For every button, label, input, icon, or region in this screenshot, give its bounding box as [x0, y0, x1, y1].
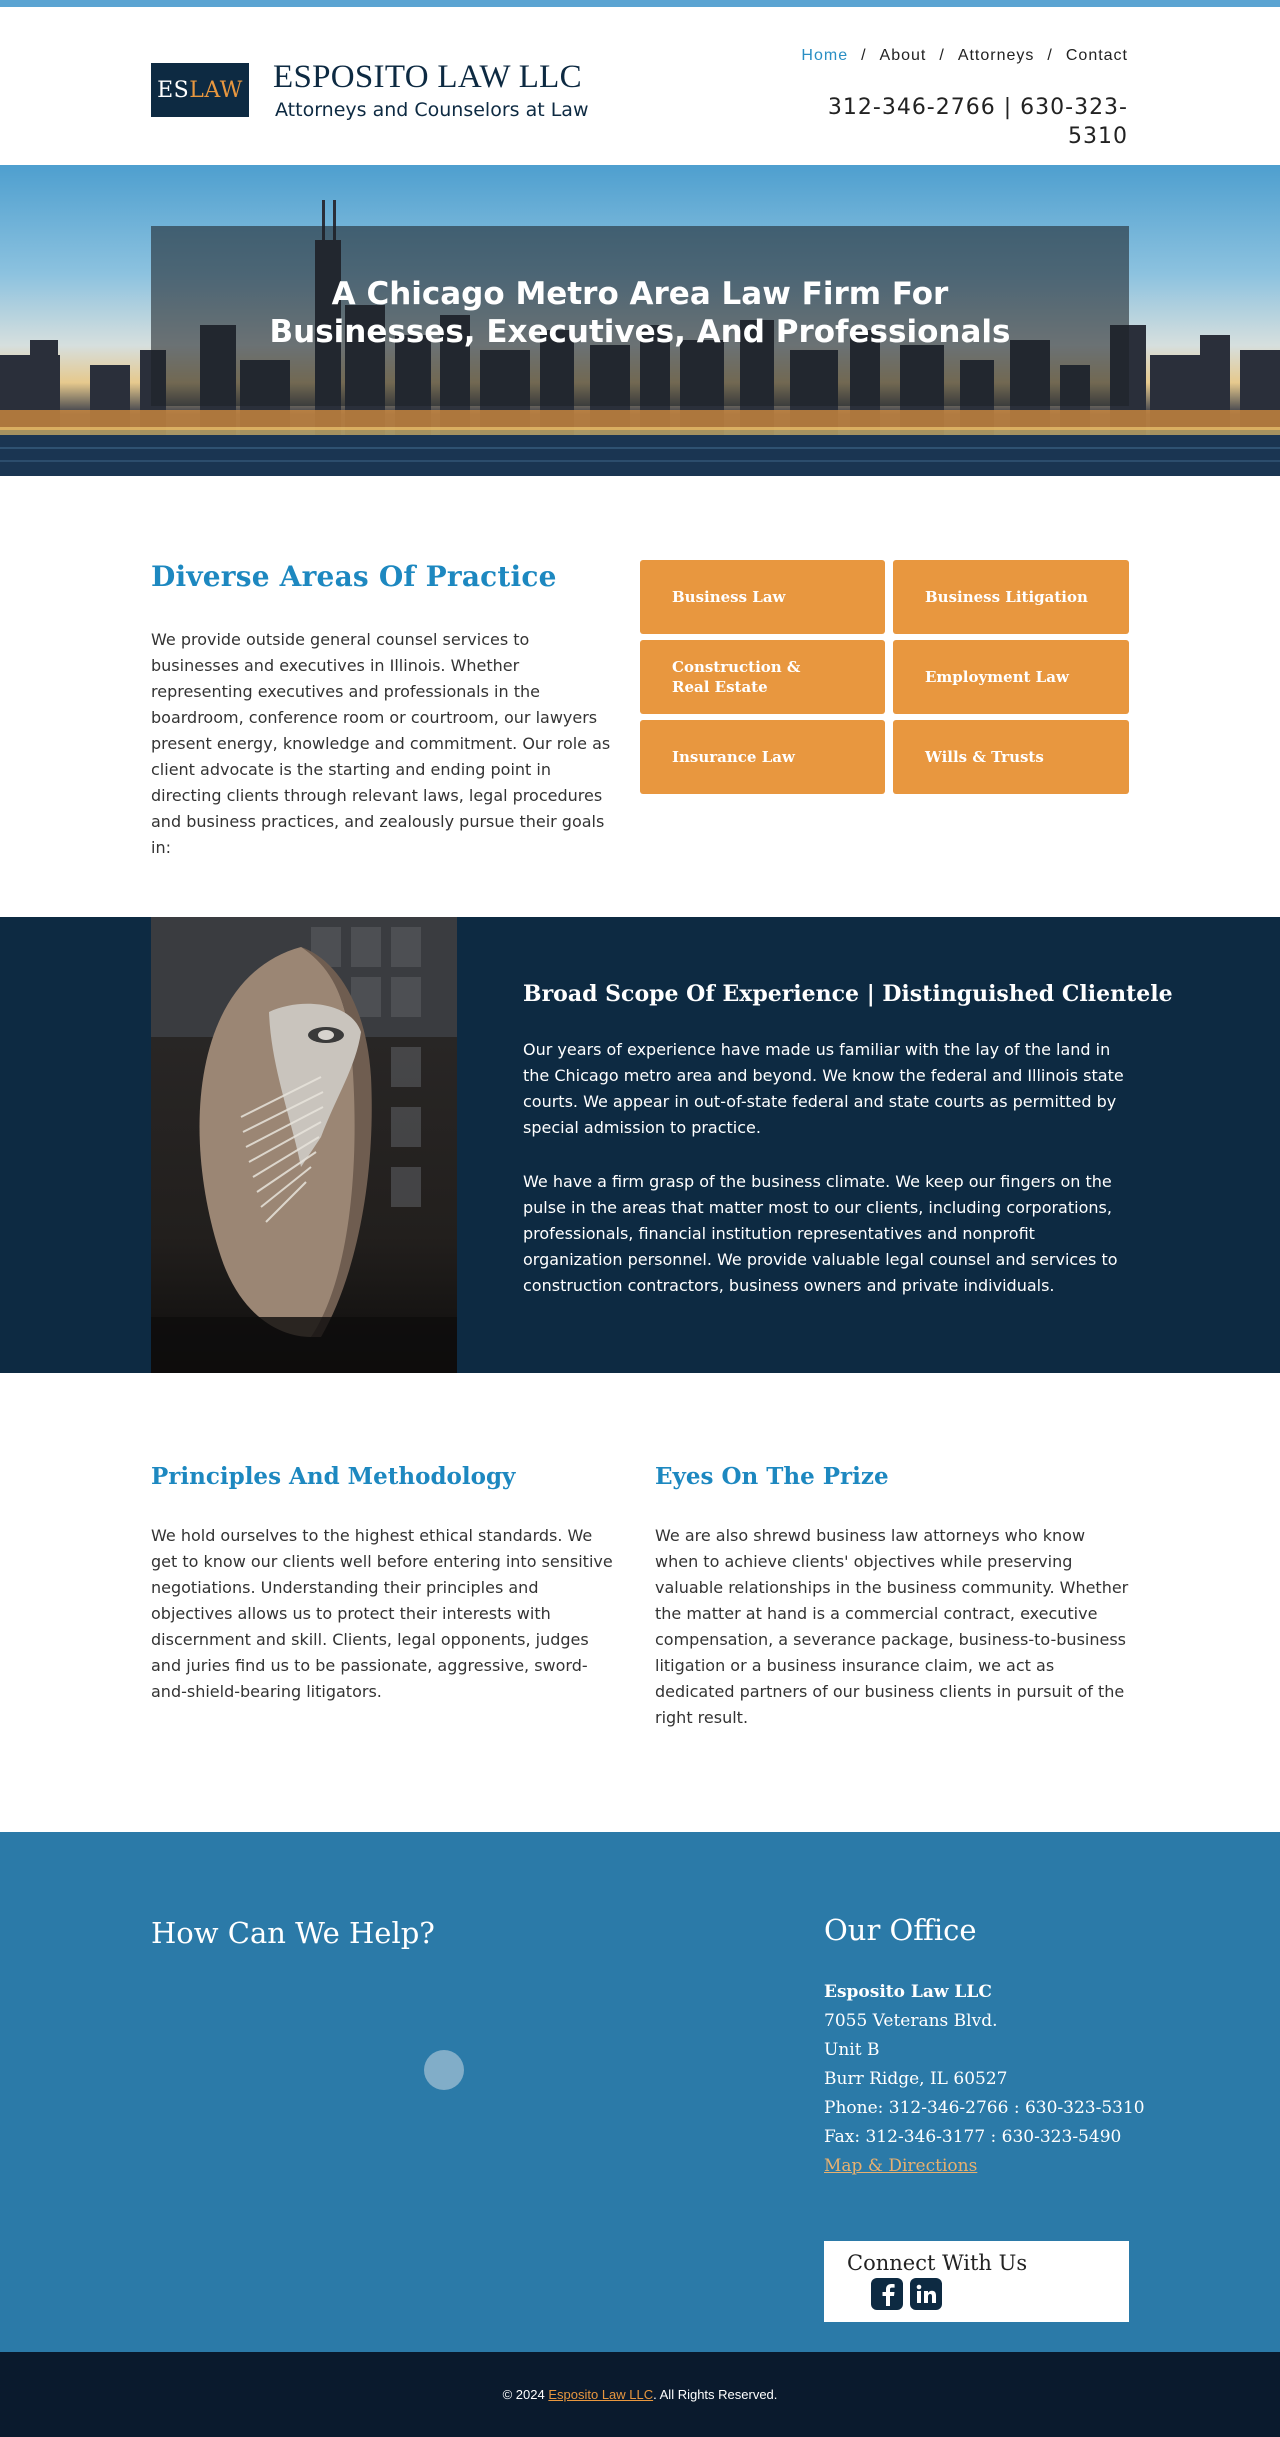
footer-copyright-prefix: © 2024 — [502, 2387, 545, 2402]
experience-section — [0, 917, 1280, 1373]
experience-para-1: Our years of experience have made us familiar with the lay of the land in the Chicago metro area and beyond. We know the federal and Illinois state courts. We appear in out-of-state federal and state courts as permitted by special admission to practice. — [523, 1040, 1124, 1137]
facebook-icon[interactable] — [871, 2278, 903, 2310]
form-loading-spinner — [424, 2050, 464, 2090]
linkedin-icon[interactable] — [910, 2278, 942, 2310]
nav-home[interactable]: Home — [801, 47, 849, 64]
map-directions-link[interactable]: Map & Directions — [824, 2156, 978, 2176]
office-name: Esposito Law LLC — [824, 1982, 992, 2002]
prize-body: We are also shrewd business law attorneys who know when to achieve clients' objectives while preserving valuable relationships in the business community. Whether the matter at hand is a commercial contract, executive compensation, a severance package, business-to-business litigation or a business insurance claim, we act as dedicated partners of our business clients in pursuit of the right result. — [655, 1526, 1129, 1727]
principles-section — [0, 1373, 1280, 1832]
office-city: Burr Ridge, IL 60527 — [824, 2069, 1008, 2089]
practice-tile-label: Construction & Real Estate — [672, 658, 801, 696]
hero-headline-line1: A Chicago Metro Area Law Firm For — [331, 276, 949, 312]
top-accent-bar — [0, 0, 1280, 7]
main-nav — [801, 47, 1128, 65]
nav-contact[interactable]: Contact — [1065, 47, 1128, 64]
site-logo[interactable] — [151, 63, 249, 117]
practice-tile-business-law[interactable] — [640, 560, 885, 634]
hero-headline — [151, 275, 1129, 351]
office-heading: Our Office — [824, 1913, 977, 1947]
practice-tile-employment-law[interactable] — [893, 640, 1129, 714]
practice-areas-section — [0, 476, 1280, 917]
practice-tile-label: Business Litigation — [925, 588, 1088, 606]
office-fax: Fax: 312-346-3177 : 630-323-5490 — [824, 2127, 1122, 2147]
experience-para-2: We have a firm grasp of the business climate. We keep our fingers on the pulse in the areas that matter most to our clients, including corporations, professionals, financial institution representatives and nonprofit organization personnel. We provide valuable legal counsel and services to construction contractors, business owners and private individuals. — [523, 1172, 1118, 1295]
hero-banner — [0, 165, 1280, 476]
practice-tile-label: Insurance Law — [672, 748, 795, 766]
practice-tile-insurance-law[interactable] — [640, 720, 885, 794]
header-phone[interactable]: 312-346-2766 | 630-323-5310 — [827, 95, 1128, 149]
practice-intro: We provide outside general counsel services to businesses and executives in Illinois. Whether representing executives and professionals in the boardroom, conference room or courtroom, our lawyers present energy, knowledge and commitment. Our role as client advocate is the starting and ending point in directing clients through relevant laws, legal procedures and business practices, and zealously pursue their goals in: — [151, 630, 611, 857]
prize-heading: Eyes On The Prize — [655, 1463, 889, 1490]
principles-heading: Principles And Methodology — [151, 1463, 516, 1490]
office-street: 7055 Veterans Blvd. — [824, 2011, 998, 2031]
practice-tile-wills-trusts[interactable] — [893, 720, 1129, 794]
nav-separator: / — [939, 47, 945, 64]
help-heading: How Can We Help? — [151, 1916, 435, 1950]
principles-body: We hold ourselves to the highest ethical standards. We get to know our clients well before entering into sensitive negotiations. Understanding their principles and objectives allows us to protect their interests with discernment and skill. Clients, legal opponents, judges and juries find us to be passionate, aggressive, sword-and-shield-bearing litigators. — [151, 1526, 613, 1701]
practice-heading: Diverse Areas Of Practice — [151, 560, 557, 593]
site-header — [0, 7, 1280, 165]
practice-tile-label: Employment Law — [925, 668, 1069, 686]
office-unit: Unit B — [824, 2040, 880, 2060]
connect-heading: Connect With Us — [847, 2251, 1028, 2275]
contact-section — [0, 1832, 1280, 2352]
nav-separator: / — [861, 47, 867, 64]
sculpture-image — [151, 917, 457, 1373]
practice-tile-label: Wills & Trusts — [925, 748, 1044, 766]
site-footer — [0, 2352, 1280, 2437]
footer-rights: . All Rights Reserved. — [653, 2387, 778, 2402]
logo-es-text: ES — [157, 77, 190, 103]
nav-about[interactable]: About — [879, 47, 927, 64]
hero-headline-line2: Businesses, Executives, And Professionals — [269, 314, 1011, 350]
nav-attorneys[interactable]: Attorneys — [957, 47, 1035, 64]
connect-box — [824, 2241, 1129, 2322]
practice-tile-construction-real-estate[interactable] — [640, 640, 885, 714]
office-phone: Phone: 312-346-2766 : 630-323-5310 — [824, 2098, 1145, 2118]
firm-name: ESPOSITO LAW LLC — [273, 59, 582, 95]
experience-heading: Broad Scope Of Experience | Distinguished Clientele — [523, 981, 1173, 1007]
logo-law-text: LAW — [189, 77, 243, 103]
practice-tile-business-litigation[interactable] — [893, 560, 1129, 634]
firm-tagline: Attorneys and Counselors at Law — [275, 99, 589, 121]
footer-firm-link[interactable]: Esposito Law LLC — [548, 2387, 654, 2402]
practice-tile-label: Business Law — [672, 588, 786, 606]
nav-separator: / — [1047, 47, 1053, 64]
office-address — [824, 1978, 1145, 2181]
